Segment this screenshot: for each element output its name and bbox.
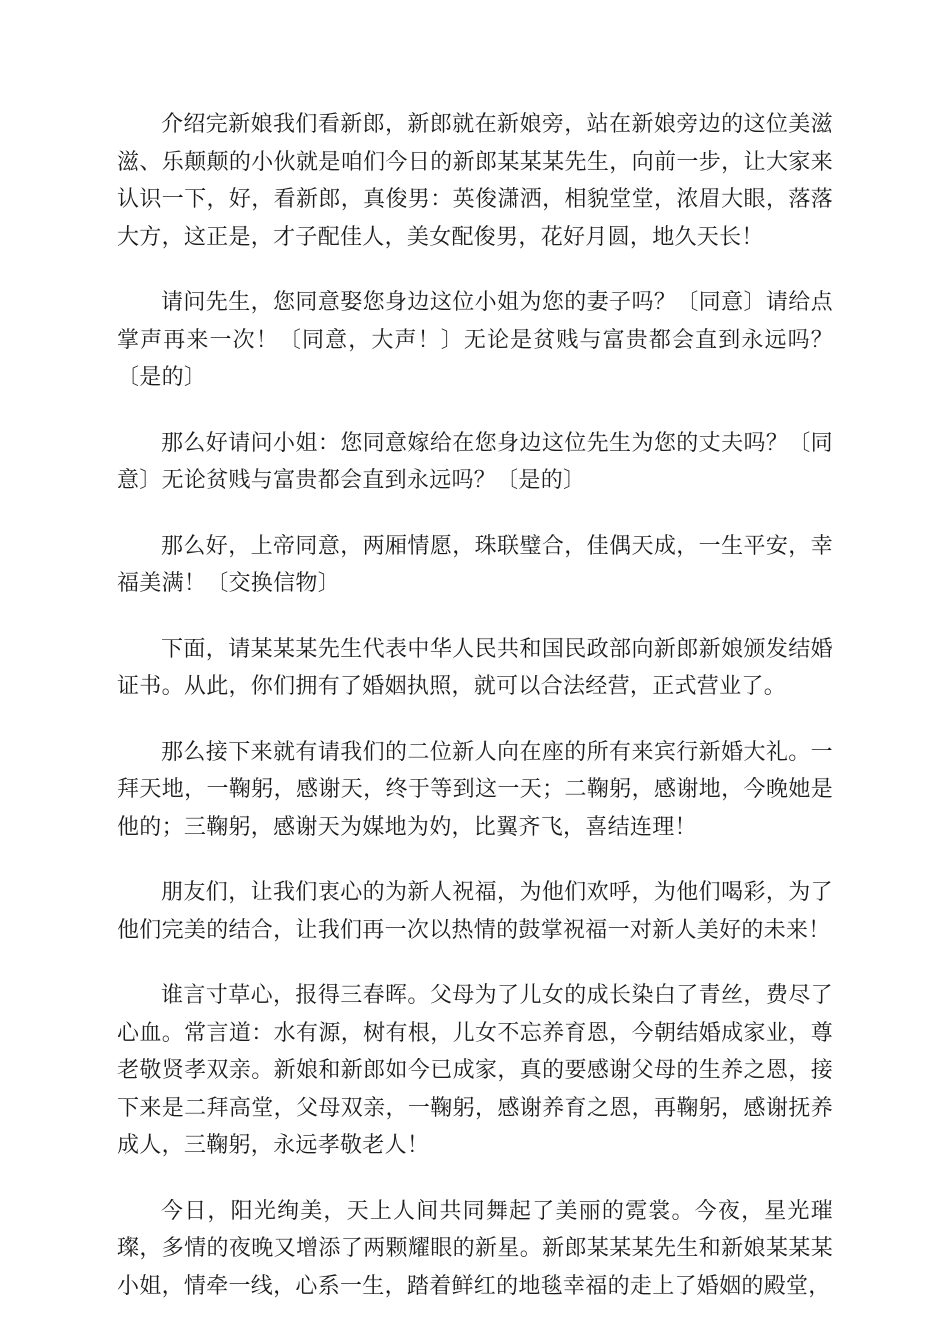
paragraph-friends-blessing: 朋友们，让我们衷心的为新人祝福，为他们欢呼，为他们喝彩，为了他们完美的结合，让我们再一次以热情的鼓掌祝福一对新人美好的未来！ (117, 880, 833, 943)
paragraph-groom-vow: 请问先生，您同意娶您身边这位小姐为您的妻子吗？〔同意〕请给点掌声再来一次！〔同意，大声！〕无论是贫贱与富贵都会直到永远吗？〔是的〕 (117, 290, 833, 390)
document-body (117, 106, 833, 1333)
paragraph-bride-vow: 那么好请问小姐：您同意嫁给在您身边这位先生为您的丈夫吗？〔同意〕无论贫贱与富贵都会直到永远吗？〔是的〕 (117, 430, 833, 493)
paragraph-parents-thanks: 谁言寸草心，报得三春晖。父母为了儿女的成长染白了青丝，费尽了心血。常言道：水有源，树有根，儿女不忘养育恩，今朝结婚成家业，尊老敬贤孝双亲。新娘和新郎如今已成家，真的要感谢父母的生养之恩，接下来是二拜高堂，父母双亲，一鞠躬，感谢养育之恩，再鞠躬，感谢抚养成人，三鞠躬，永远孝敬老人！ (117, 983, 833, 1158)
paragraph-closing: 今日，阳光绚美，天上人间共同舞起了美丽的霓裳。今夜，星光璀璨，多情的夜晚又增添了两颗耀眼的新星。新郎某某某先生和新娘某某某小姐，情牵一线，心系一生，踏着鲜红的地毯幸福的走上了婚姻的殿堂， (117, 1198, 833, 1299)
paragraph-groom-intro: 介绍完新娘我们看新郎，新郎就在新娘旁，站在新娘旁边的这位美滋滋、乐颠颠的小伙就是咱们今日的新郎某某某先生，向前一步，让大家来认识一下，好，看新郎，真俊男：英俊潇洒，相貌堂堂，浓眉大眼，落落大方，这正是，才子配佳人，美女配俊男，花好月圆，地久天长！ (117, 112, 833, 250)
paragraph-certificate: 下面，请某某某先生代表中华人民共和国民政部向新郎新娘颁发结婚证书。从此，你们拥有了婚姻执照，就可以合法经营，正式营业了。 (117, 636, 833, 699)
paragraph-ceremony-bows: 那么接下来就有请我们的二位新人向在座的所有来宾行新婚大礼。一拜天地，一鞠躬，感谢天，终于等到这一天；二鞠躬，感谢地，今晚她是他的；三鞠躬，感谢天为媒地为妁，比翼齐飞，喜结连理！ (117, 739, 833, 840)
paragraph-blessing: 那么好，上帝同意，两厢情愿，珠联璧合，佳偶天成，一生平安，幸福美满！〔交换信物〕 (117, 533, 833, 596)
